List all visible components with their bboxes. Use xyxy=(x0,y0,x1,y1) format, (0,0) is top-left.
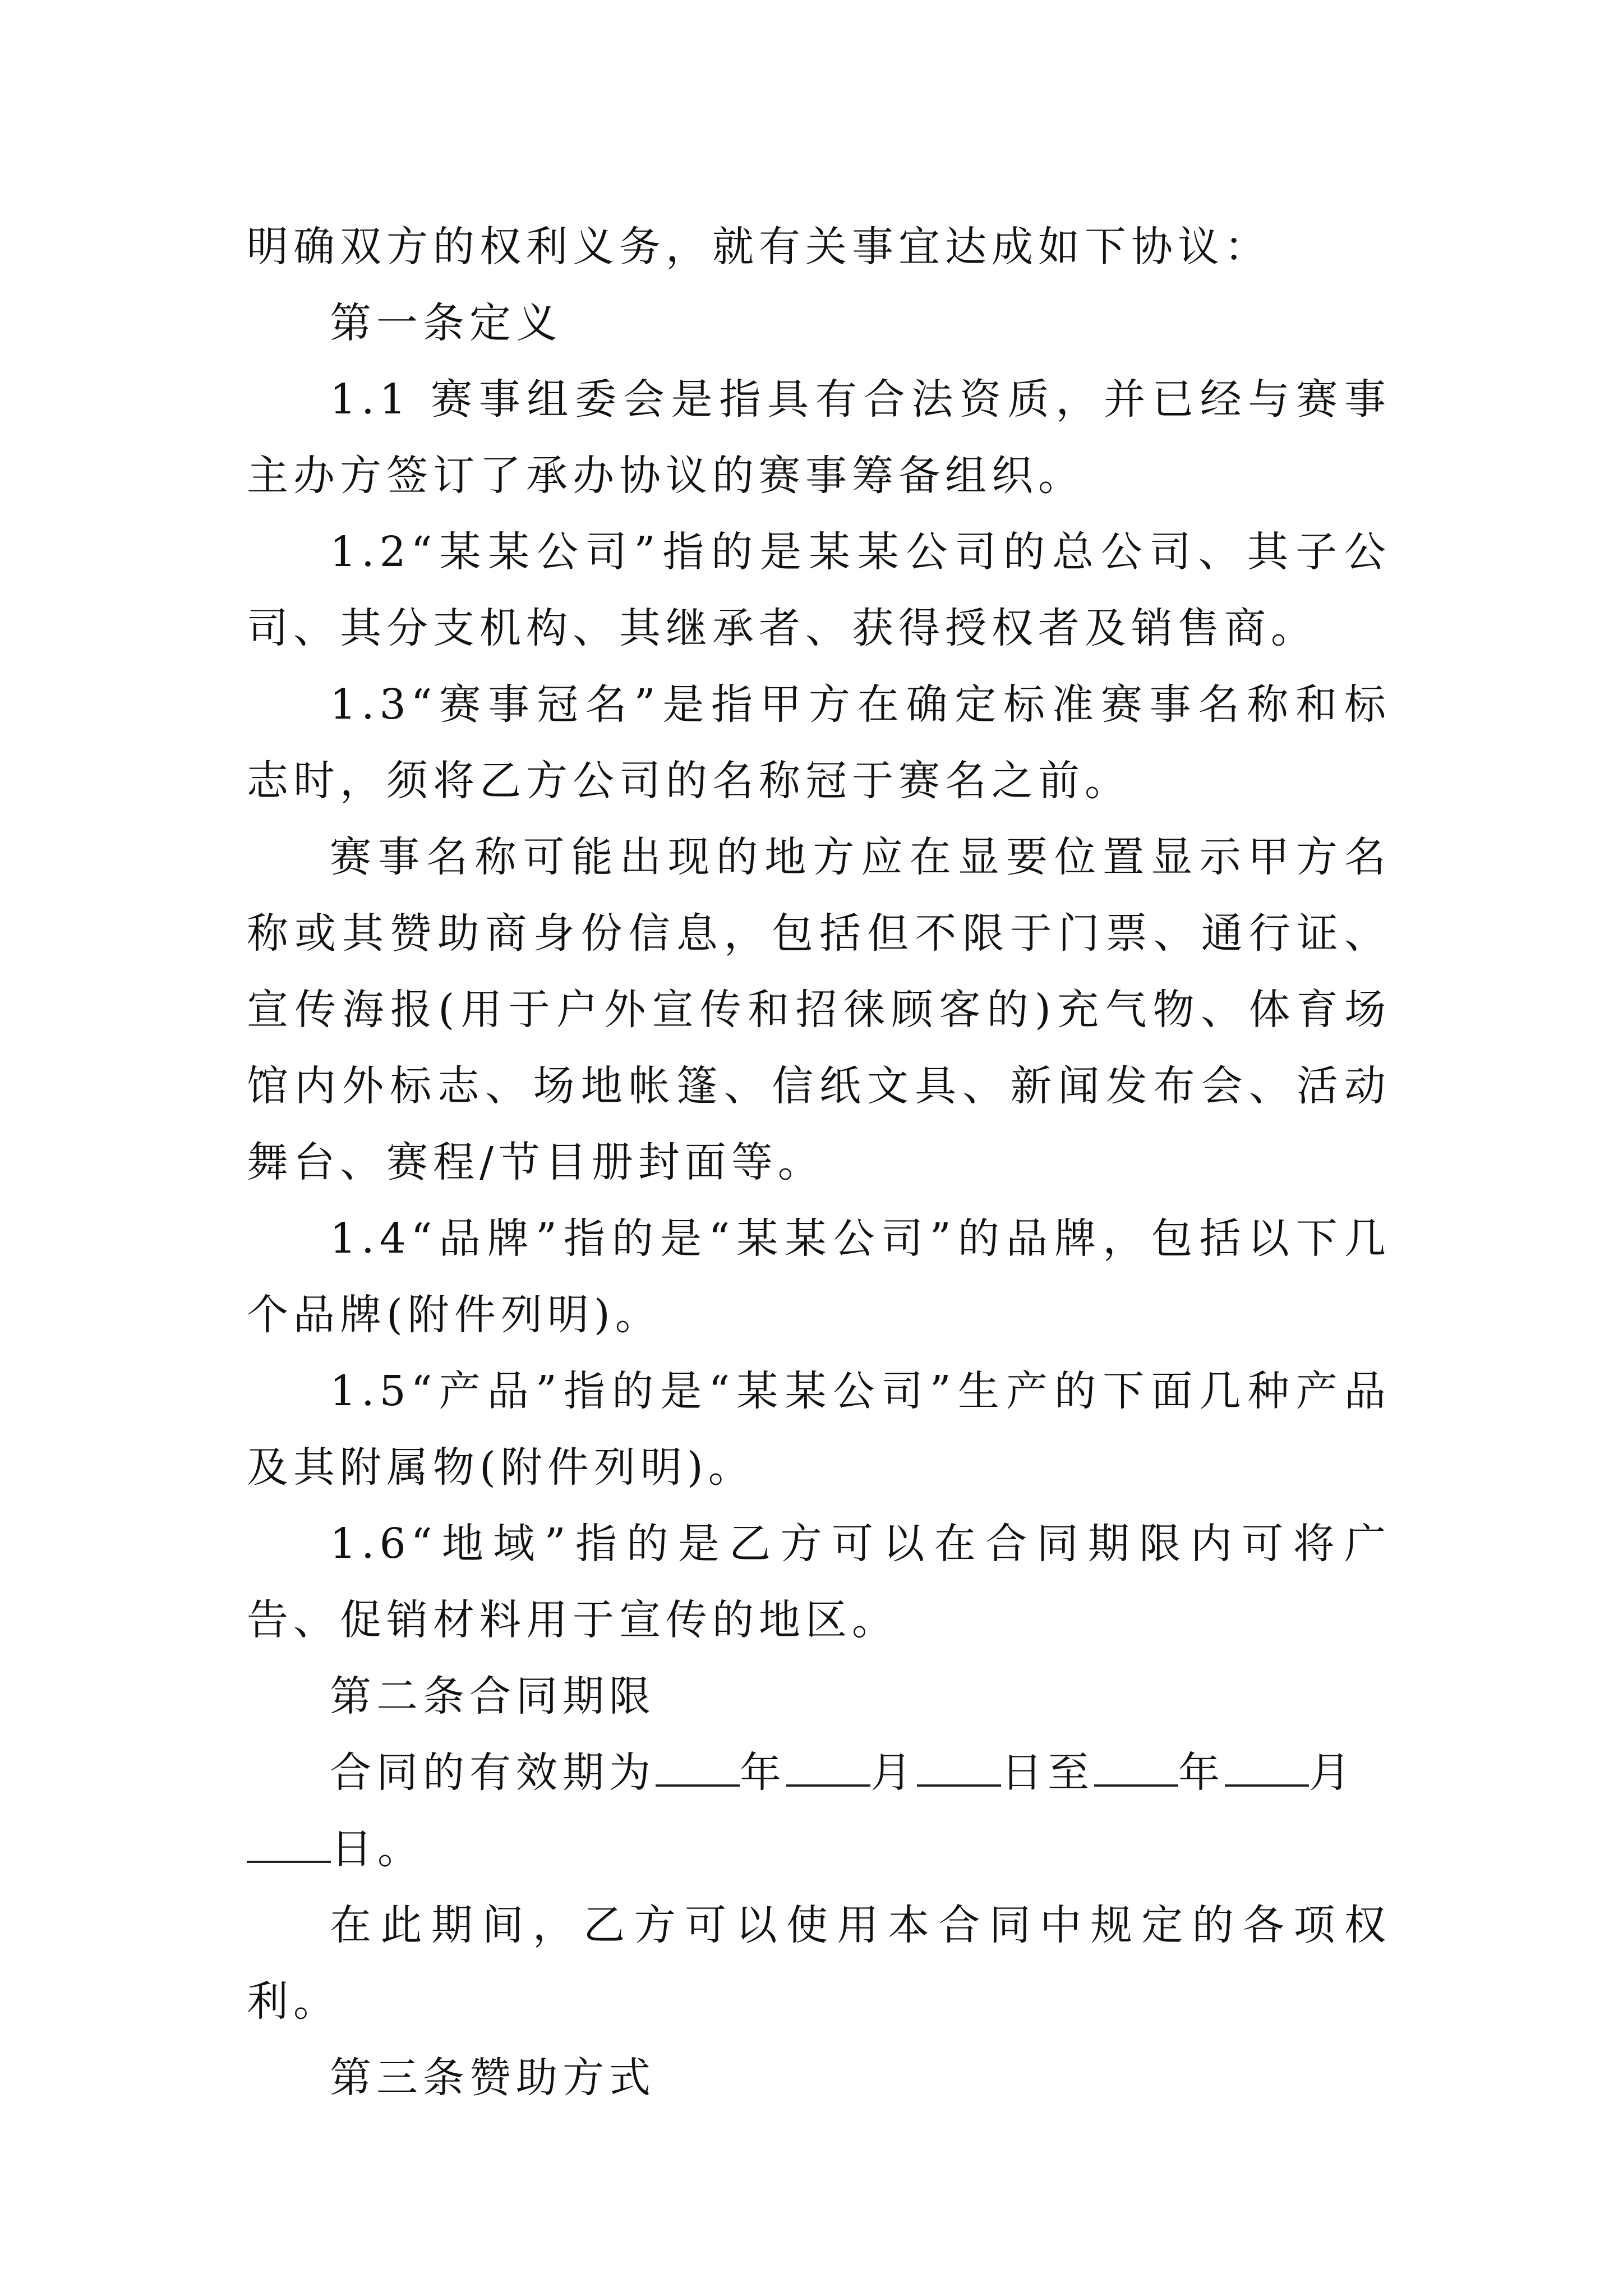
blank-month-start xyxy=(786,1747,870,1787)
paragraph-continuation: 明确双方的权利义务，就有关事宜达成如下协议： xyxy=(247,223,1271,271)
clause-1-2: 1.2“某某公司”指的是某某公司的总公司、其子公司、其分支机构、其继承者、获得授权者及销售商。 xyxy=(247,528,1391,652)
blank-day-start xyxy=(917,1747,1001,1787)
contract-term-line xyxy=(247,1734,1391,1887)
term-month-end: 月 xyxy=(1309,1749,1355,1797)
term-year-start: 年 xyxy=(740,1749,786,1797)
section-heading-sponsorship-method: 第三条赞助方式 xyxy=(330,2054,656,2102)
blank-day-end xyxy=(247,1823,331,1863)
blank-year-end xyxy=(1094,1747,1178,1787)
clause-1-1: 1.1 赛事组委会是指具有合法资质，并已经与赛事主办方签订了承办协议的赛事筹备组织。 xyxy=(247,375,1391,500)
term-year-end: 年 xyxy=(1178,1749,1225,1797)
clause-term-rights: 在此期间，乙方可以使用本合同中规定的各项权利。 xyxy=(247,1901,1391,2026)
section-heading-definitions: 第一条定义 xyxy=(330,299,562,347)
term-prefix: 合同的有效期为 xyxy=(330,1749,656,1797)
clause-event-name-display: 赛事名称可能出现的地方应在显要位置显示甲方名称或其赞助商身份信息，包括但不限于门票、通行证、宣传海报(用于户外宣传和招徕顾客的)充气物、体育场馆内外标志、场地帐篷、信纸文具、新闻发布会、活动舞台、赛程/节目册封面等。 xyxy=(247,833,1391,1186)
term-month-start: 月 xyxy=(870,1749,917,1797)
clause-1-3: 1.3“赛事冠名”是指甲方在确定标准赛事名称和标志时，须将乙方公司的名称冠于赛名之前。 xyxy=(247,680,1391,805)
blank-month-end xyxy=(1225,1747,1309,1787)
document-body xyxy=(247,209,1391,2116)
section-heading-contract-term: 第二条合同期限 xyxy=(330,1672,656,1720)
blank-year-start xyxy=(656,1747,740,1787)
clause-1-5: 1.5“产品”指的是“某某公司”生产的下面几种产品及其附属物(附件列明)。 xyxy=(247,1367,1391,1492)
clause-1-4: 1.4“品牌”指的是“某某公司”的品牌，包括以下几个品牌(附件列明)。 xyxy=(247,1214,1391,1339)
term-day-end: 日。 xyxy=(331,1825,424,1873)
clause-1-6: 1.6“地域”指的是乙方可以在合同期限内可将广告、促销材料用于宣传的地区。 xyxy=(247,1520,1391,1644)
term-day-to: 日至 xyxy=(1001,1749,1094,1797)
